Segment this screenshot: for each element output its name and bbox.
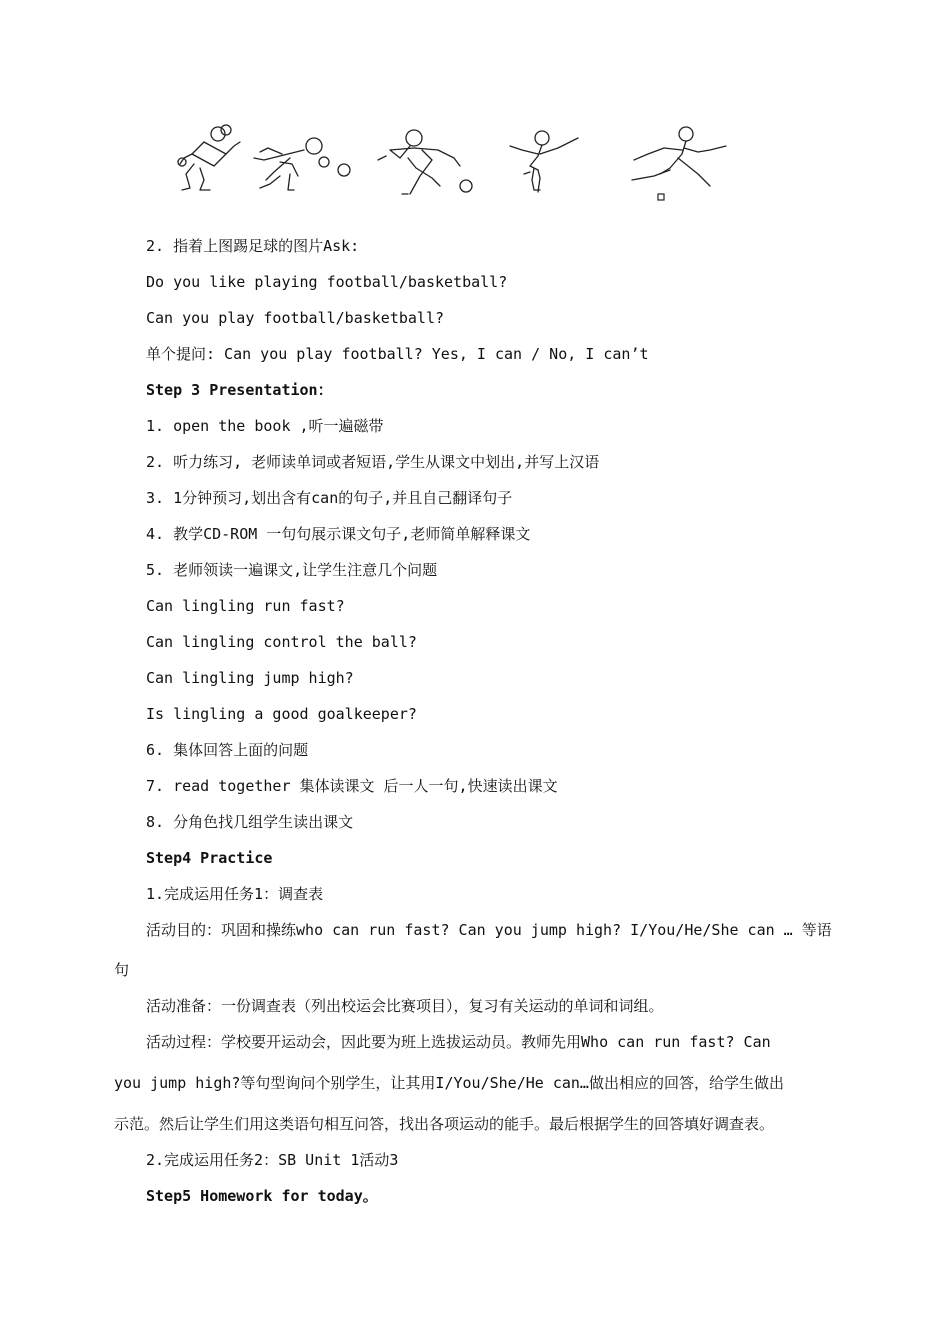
- stick-figure-basketball: [178, 125, 240, 190]
- sports-stick-figures-illustration: [170, 118, 750, 210]
- stick-figure-jumping: [632, 127, 726, 186]
- heading-step4-practice: Step4 Practice: [146, 849, 273, 867]
- activity-purpose-line1: 活动目的：巩固和操练who can run fast? Can you jump high? I/You/He/She can … 等语: [146, 921, 832, 939]
- presentation-item-7: 7. read together 集体读课文 后一人一句,快速读出课文: [146, 777, 558, 795]
- stick-figure-dribbling: [254, 138, 350, 190]
- practice-task-1: 1.完成运用任务1：调查表: [146, 885, 324, 903]
- activity-preparation: 活动准备：一份调查表（列出校运会比赛项目），复习有关运动的单词和词组。: [146, 997, 664, 1015]
- stick-figures-svg: [170, 118, 750, 210]
- presentation-item-3: 3. 1分钟预习,划出含有can的句子,并且自己翻译句子: [146, 489, 513, 507]
- activity-process-line3: 示范。然后让学生们用这类语句相互问答，找出各项运动的能手。最后根据学生的回答填好调查表。: [114, 1115, 775, 1133]
- activity-process-line1: 活动过程：学校要开运动会，因此要为班上选拔运动员。教师先用Who can run fast? Can: [146, 1033, 771, 1051]
- step-item-2-ask: 2. 指着上图踢足球的图片Ask:: [146, 237, 360, 255]
- presentation-item-1: 1. open the book ,听一遍磁带: [146, 417, 384, 435]
- question-like-playing: Do you like playing football/basketball?: [146, 273, 508, 291]
- individual-question: 单个提问: Can you play football? Yes, I can / No, I can’t: [146, 345, 649, 363]
- question-jump-high: Can lingling jump high?: [146, 669, 354, 687]
- question-control-ball: Can lingling control the ball?: [146, 633, 417, 651]
- presentation-item-2: 2. 听力练习, 老师读单词或者短语,学生从课文中划出,并写上汉语: [146, 453, 600, 471]
- stick-figure-running: [510, 131, 578, 192]
- question-goalkeeper: Is lingling a good goalkeeper?: [146, 705, 417, 723]
- presentation-item-4: 4. 教学CD-ROM 一句句展示课文句子,老师简单解释课文: [146, 525, 531, 543]
- heading-step5-homework: Step5 Homework for today。: [146, 1187, 378, 1205]
- practice-task-2: 2.完成运用任务2：SB Unit 1活动3: [146, 1151, 399, 1169]
- question-can-play: Can you play football/basketball?: [146, 309, 445, 327]
- presentation-item-8: 8. 分角色找几组学生读出课文: [146, 813, 354, 831]
- stick-figure-football: [378, 130, 472, 194]
- question-run-fast: Can lingling run fast?: [146, 597, 345, 615]
- activity-purpose-line2: 句: [114, 961, 130, 979]
- presentation-item-5: 5. 老师领读一遍课文,让学生注意几个问题: [146, 561, 438, 579]
- activity-process-line2: you jump high?等句型询问个别学生，让其用I/You/She/He can…做出相应的回答，给学生做出: [114, 1074, 784, 1092]
- presentation-item-6: 6. 集体回答上面的问题: [146, 741, 309, 759]
- heading-step3-presentation: Step 3 Presentation：: [146, 381, 333, 399]
